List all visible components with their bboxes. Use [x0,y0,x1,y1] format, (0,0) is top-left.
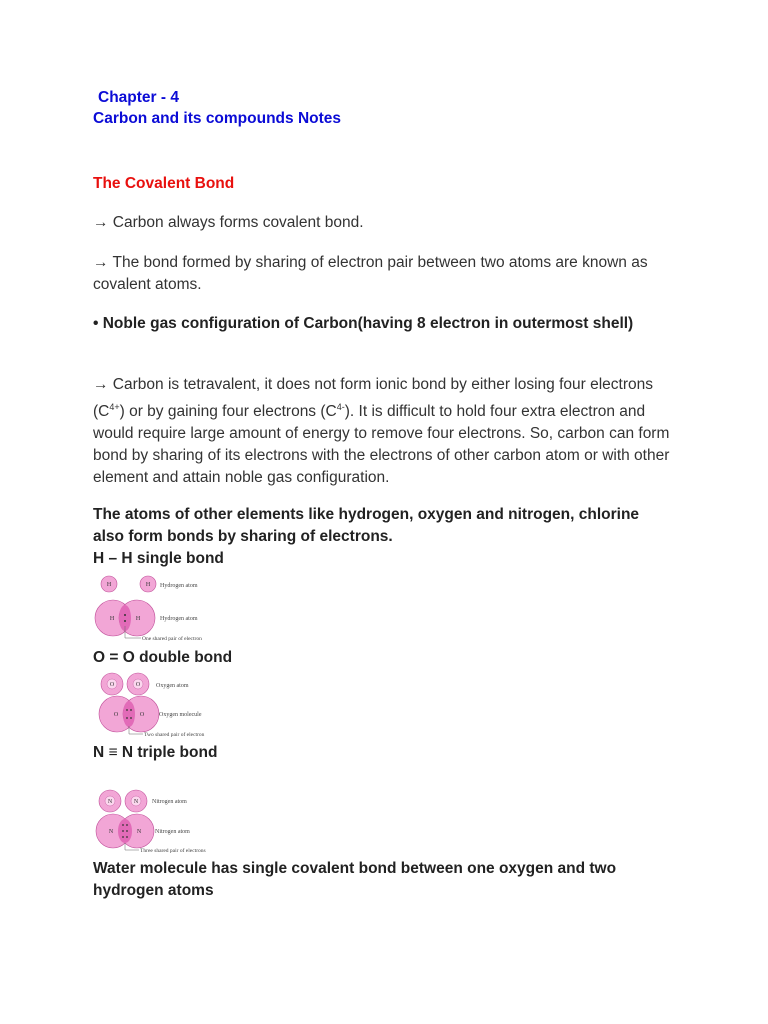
electron-dot [122,824,124,826]
paragraph-water-molecule: Water molecule has single covalent bond between one oxygen and two hydrogen atoms [93,860,617,899]
electron-dot [126,717,128,719]
atom-symbol: H [145,582,151,588]
paragraph-other-elements: The atoms of other elements like hydrogen, oxygen and nitrogen, chlorine also form bonds by sharing of electrons. [93,506,640,545]
molecule-label: Hydrogen atom [160,616,198,622]
hydrogen-bond-figure [93,574,243,644]
electron-dot [130,709,132,711]
molecule-label: Nitrogen atom [155,829,190,835]
atom-symbol: N [107,799,113,805]
atom-symbol: H [135,616,141,622]
electron-dot [126,830,128,832]
shared-electron-overlap [123,701,135,727]
nitrogen-bond-figure [93,788,243,858]
paragraph-covalent-definition: → The bond formed by sharing of electron pair between two atoms are known as covalent atoms. [93,254,648,293]
paragraph-carbon-covalent: → Carbon always forms covalent bond. [93,214,364,231]
document-title: Carbon and its compounds Notes [93,110,342,127]
double-bond-heading: O = O double bond [93,649,233,666]
atom-symbol: O [135,682,141,688]
atom-symbol: H [109,616,115,622]
atom-symbol: O [113,712,119,718]
superscript-c4-minus: 4- [336,402,345,412]
atom-label: Oxygen atom [156,683,189,689]
electron-dot [126,824,128,826]
single-bond-heading: H – H single bond [93,550,224,567]
electron-dot [126,709,128,711]
atom-symbol: N [133,799,139,805]
electron-dot [122,836,124,838]
oxygen-bond-figure [93,672,243,742]
superscript-c4-plus: 4+ [109,402,120,412]
atom-symbol: H [106,582,112,588]
section-heading: The Covalent Bond [93,175,235,192]
shared-pair-label: Three shared pair of electrons [140,848,206,854]
atom-symbol: O [109,682,115,688]
electron-dot [126,836,128,838]
electron-dot [130,717,132,719]
atom-label: Nitrogen atom [152,799,187,805]
chapter-label: Chapter - 4 [98,89,179,106]
electron-dot [122,830,124,832]
triple-bond-heading: N ≡ N triple bond [93,744,218,761]
electron-dot [124,614,126,616]
noble-gas-heading: • Noble gas configuration of Carbon(having 8 electron in outermost shell) [93,315,634,332]
paragraph-tetravalent: → Carbon is tetravalent, it does not form ionic bond by either losing four electrons $(C^{4+})$ or by gaining four electrons $(C^{4-})$. It is difficult to hold four extra electron and would require large amount of energy to remove four electrons. So, carbon can form bond by sharing of its electrons with the electrons of other carbon atom or with other element and attain noble gas configuration. [93,376,670,487]
atom-symbol: O [139,712,145,718]
atom-label: Hydrogen atom [160,583,198,589]
atom-symbol: N [136,829,142,835]
atom-symbol: N [108,829,114,835]
shared-pair-label: Two shared pair of electron [144,732,205,738]
shared-electron-overlap [118,819,132,843]
electron-dot [124,620,126,622]
shared-pair-label: One shared pair of electron [142,636,202,642]
molecule-label: Oxygen molecule [159,712,202,718]
